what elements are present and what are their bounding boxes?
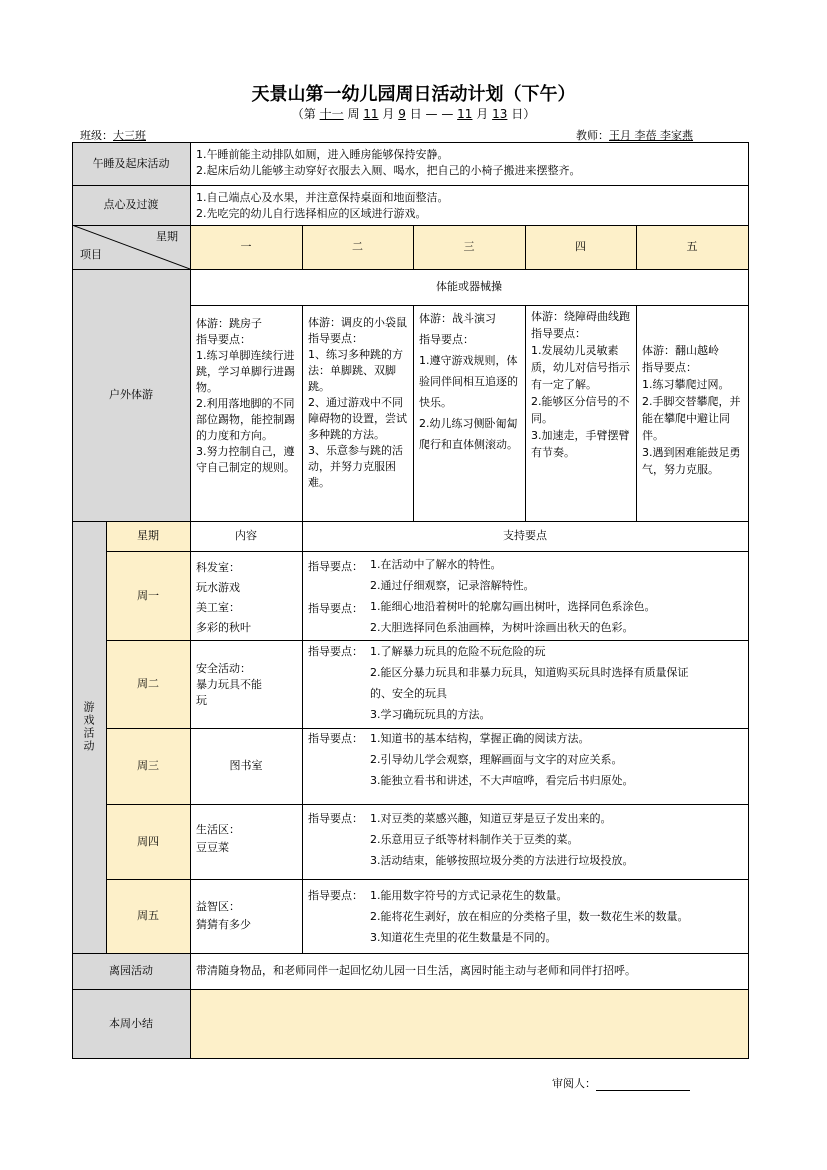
- game-points-thu: 指导要点： 1.对豆类的菜感兴趣，知道豆芽是豆子发出来的。 2.乐意用豆子纸等材料制作关于豆类的菜。 3.活动结束，能够按照垃圾分类的方法进行垃圾投放。: [308, 812, 634, 867]
- game-content-thu: 生活区： 豆豆菜: [196, 823, 240, 854]
- date-range: （第 十一 周 11 月 9 日 — — 11 月 13 日）: [291, 107, 536, 121]
- game-content-tue: 安全活动： 暴力玩具不能 玩: [196, 662, 262, 707]
- leave-text: 带清随身物品，和老师同伴一起回忆幼儿园一日生活，离园时能主动与老师和同伴打招呼。: [196, 964, 636, 977]
- reviewer-blank: [596, 1078, 690, 1091]
- game-content-wed: 图书室: [229, 759, 263, 772]
- game-points-fri: 指导要点： 1.能用数字符号的方式记录花生的数量。 2.能将花生剥好，放在相应的分类格子里，数一数花生米的数量。 3.知道花生壳里的花生数量是不同的。: [308, 889, 689, 944]
- corner-weekday: 星期: [156, 230, 178, 243]
- day-header-3: 三: [413, 225, 525, 269]
- nap-label: 午睡及起床活动: [72, 142, 190, 185]
- game-label: 游戏活动: [82, 701, 95, 753]
- game-day-fri: 周五: [106, 879, 190, 953]
- teacher-names: 王月 李蓓 李家燕: [609, 129, 693, 142]
- game-day-tue: 周二: [106, 640, 190, 728]
- game-points-tue: 指导要点： 1.了解暴力玩具的危险不玩危险的玩 2.能区分暴力玩具和非暴力玩具，知道购买玩具时选择有质量保证 的、安全的玩具 3.学习确玩玩具的方法。: [308, 645, 689, 721]
- outdoor-section-title: 体能或器械操: [436, 280, 502, 293]
- game-content-mon: 科发室： 玩水游戏 美工室： 多彩的秋叶: [196, 561, 251, 634]
- outdoor-day-3: 体游：战斗演习 指导要点： 1.遵守游戏规则，体验同伴间相互追逐的快乐。 2.幼儿练习侧卧匍匐爬行和直体侧滚动。: [419, 312, 518, 451]
- snack-label: 点心及过渡: [72, 185, 190, 225]
- corner-item: 项目: [80, 248, 102, 261]
- day-header-5: 五: [636, 225, 748, 269]
- day-header-2: 二: [302, 225, 413, 269]
- game-side-label-cell: [72, 521, 106, 953]
- end-day: 13: [492, 107, 508, 121]
- game-points-mon-b: 指导要点： 1.能细心地沿着树叶的轮廓勾画出树叶，选择同色系涂色。 2.大胆选择同色系油画棒，为树叶涂画出秋天的色彩。: [308, 600, 656, 634]
- class-name: 大三班: [113, 129, 146, 142]
- reviewer-signature: 审阅人：: [552, 1075, 690, 1091]
- summary-label: 本周小结: [72, 989, 190, 1058]
- game-points-mon-a: 指导要点： 1.在活动中了解水的特性。 2.通过仔细观察，记录溶解特性。: [308, 558, 535, 592]
- game-col-points: 支持要点: [503, 529, 547, 542]
- grid-corner: [72, 225, 190, 269]
- end-month: 11: [457, 107, 473, 121]
- start-month: 11: [363, 107, 379, 121]
- outdoor-day-4: 体游：绕障碍曲线跑 指导要点： 1.发展幼儿灵敏素质，幼儿对信号指示有一定了解。 2.能够区分信号的不同。 3.加速走，手臂摆臂有节奏。: [531, 310, 630, 459]
- nap-text: 1.午睡前能主动排队如厕，进入睡房能够保持安静。 2.起床后幼儿能够主动穿好衣服去入厕、喝水，把自己的小椅子搬进来摆整齐。: [196, 148, 581, 177]
- start-day: 9: [398, 107, 406, 121]
- summary-text: [190, 989, 748, 1058]
- game-col-weekday: 星期: [106, 521, 190, 551]
- game-col-content: 内容: [235, 529, 257, 542]
- day-header-4: 四: [525, 225, 636, 269]
- snack-text: 1.自己端点心及水果，并注意保持桌面和地面整洁。 2.先吃完的幼儿自行选择相应的区域进行游戏。: [196, 191, 449, 220]
- teacher-info: 教师：王月 李蓓 李家燕: [576, 129, 693, 142]
- outdoor-day-1: 体游：跳房子 指导要点： 1.练习单脚连续行进跳，学习单脚行进踢物。 2.利用落地脚的不同部位踢物，能控制踢的力度和方向。 3.努力控制自己，遵守自己制定的规则。: [196, 317, 295, 474]
- leave-label: 离园活动: [72, 953, 190, 989]
- class-info: 班级：大三班: [80, 129, 146, 142]
- game-day-wed: 周三: [106, 728, 190, 804]
- game-day-mon: 周一: [106, 551, 190, 640]
- day-header-1: 一: [190, 225, 302, 269]
- game-content-fri: 益智区： 猜猜有多少: [196, 900, 251, 931]
- game-points-wed: 指导要点： 1.知道书的基本结构，掌握正确的阅读方法。 2.引导幼儿学会观察，理解画面与文字的对应关系。 3.能独立看书和讲述，不大声喧哗，看完后书归原处。: [308, 732, 634, 787]
- page-title: 天景山第一幼儿园周日活动计划（下午）: [251, 84, 576, 105]
- outdoor-day-2: 体游：调皮的小袋鼠 指导要点： 1、练习多种跳的方法：单脚跳、双脚跳。 2、通过游戏中不同障碍物的设置，尝试多种跳的方法。 3、乐意参与跳的活动，并努力克服困难。: [308, 316, 407, 489]
- week-number: 十一: [319, 107, 344, 121]
- game-day-thu: 周四: [106, 804, 190, 879]
- outdoor-label: 户外体游: [72, 269, 190, 521]
- outdoor-day-5: 体游：翻山越岭 指导要点： 1.练习攀爬过网。 2.手脚交替攀爬，并能在攀爬中避让同伴。 3.遇到困难能鼓足勇气，努力克服。: [642, 344, 741, 476]
